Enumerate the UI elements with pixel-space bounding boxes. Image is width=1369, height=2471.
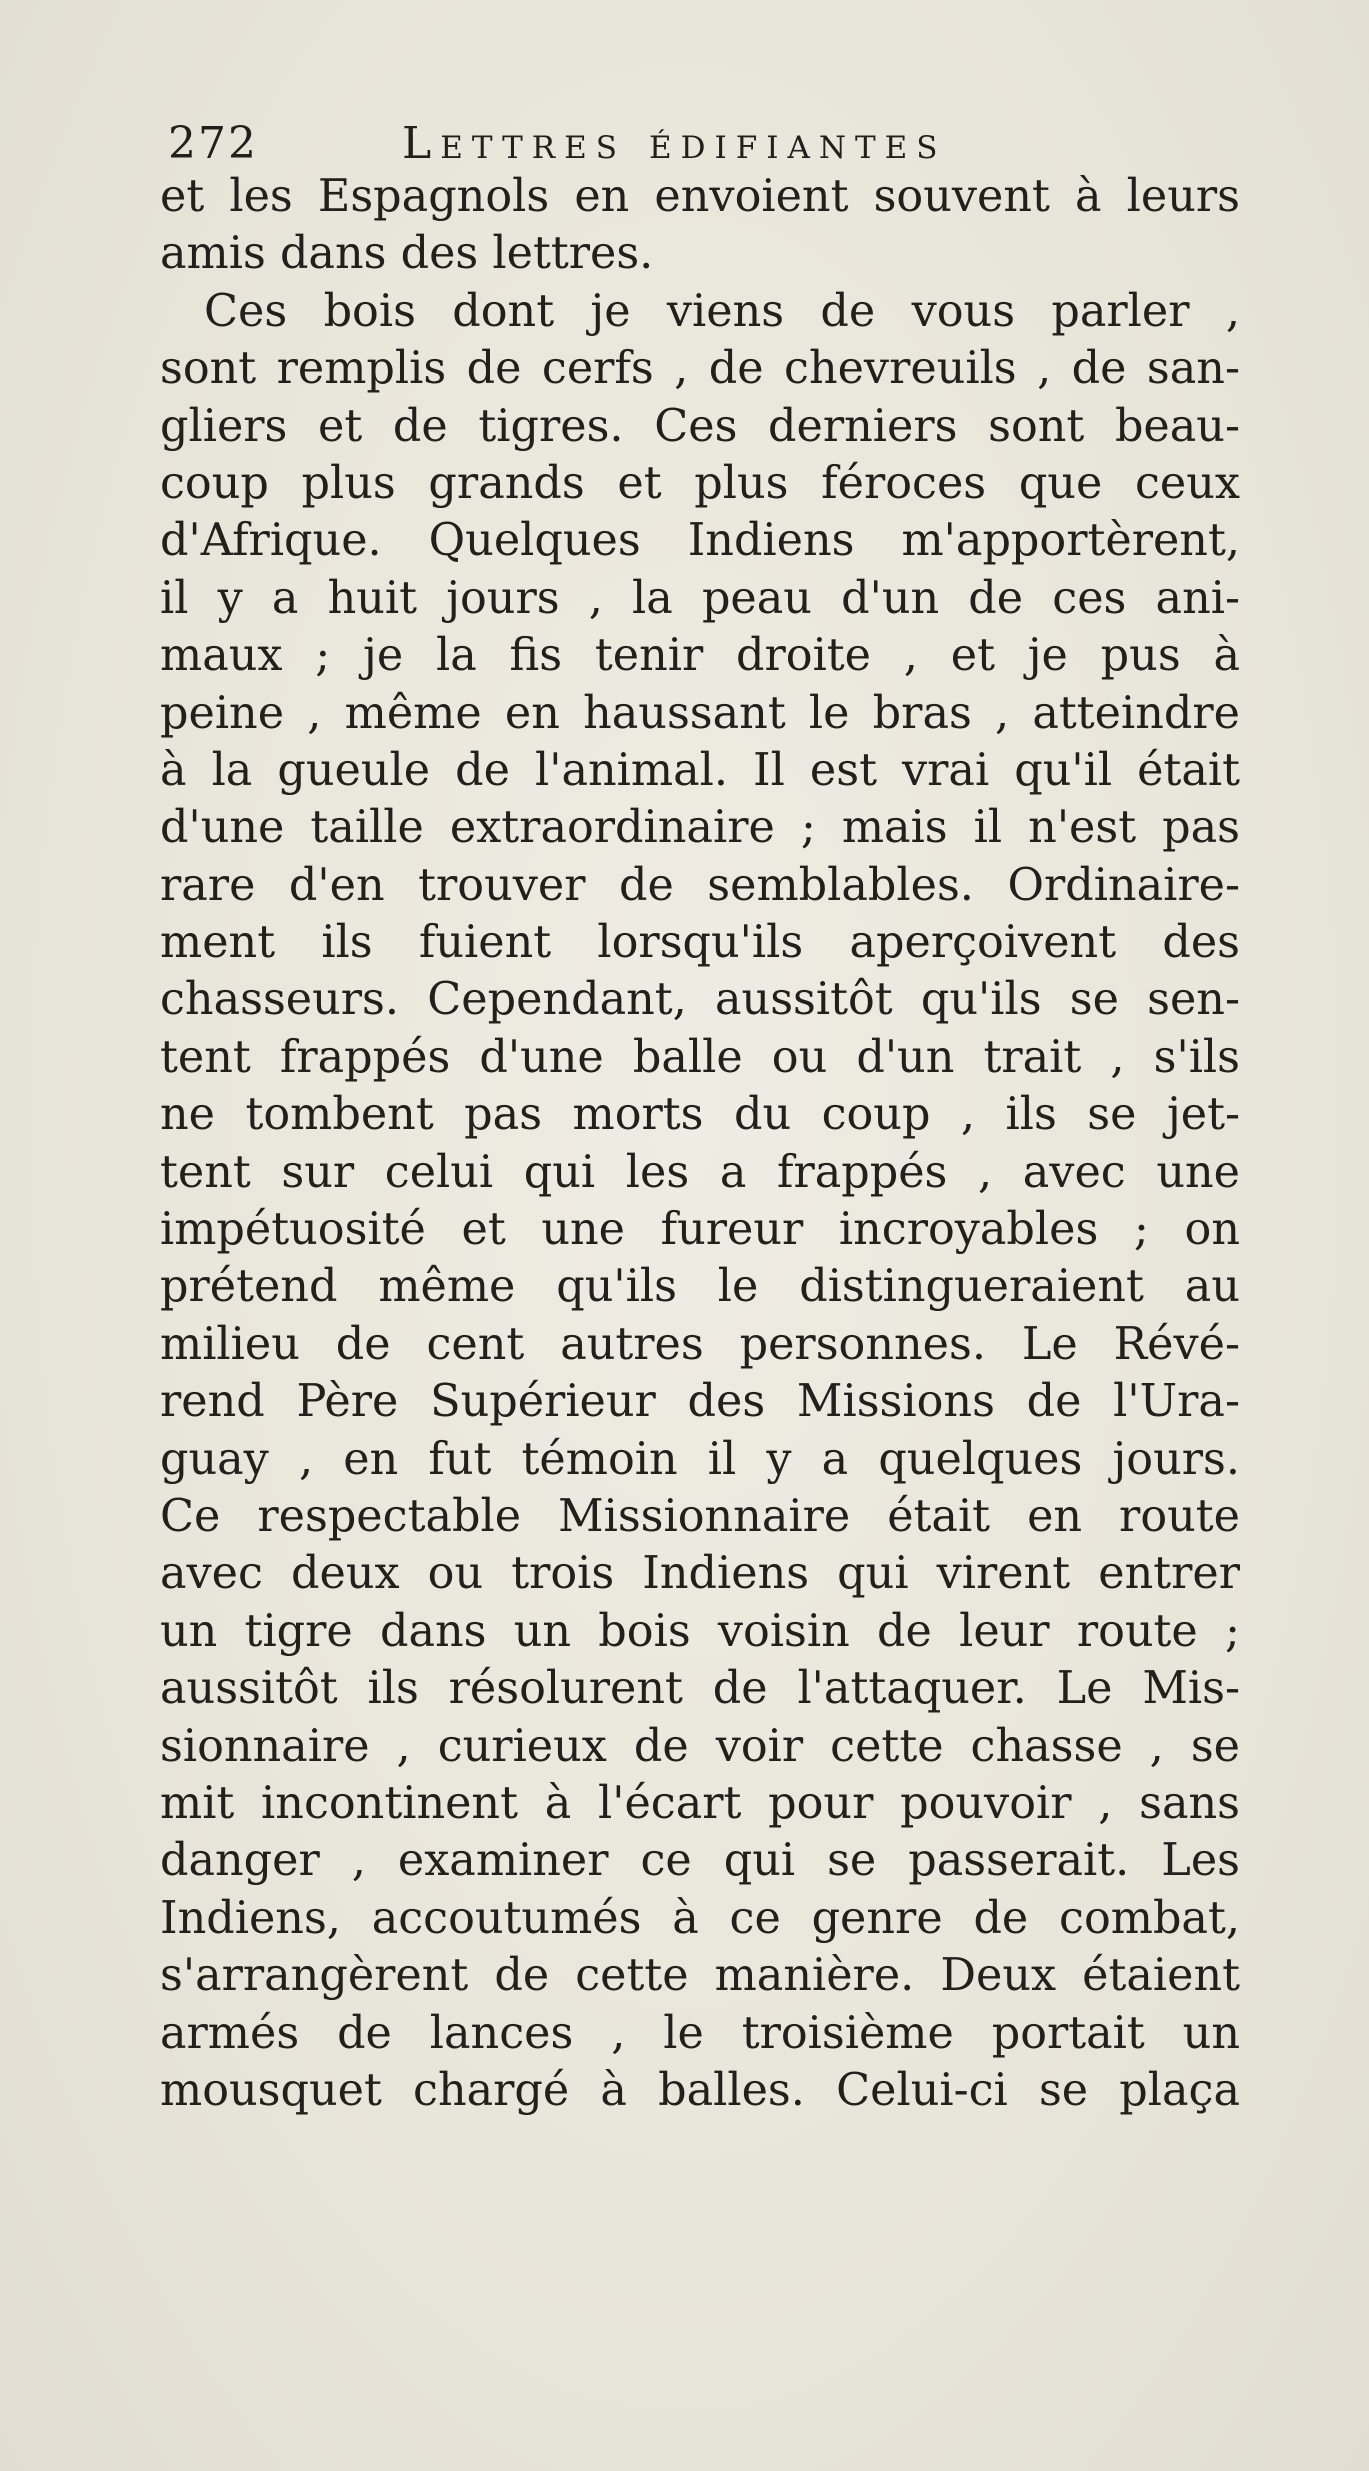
text-line: milieu de cent autres personnes. Le Révé- <box>160 1318 1240 1370</box>
text-line: d'Afrique. Quelques Indiens m'apportèrent, <box>160 515 1240 567</box>
text-line: il y a huit jours , la peau d'un de ces ani- <box>160 572 1240 624</box>
text-line: impétuosité et une fureur incroyables ; on <box>160 1204 1240 1256</box>
text-line: Ce respectable Missionnaire était en route <box>160 1490 1240 1542</box>
text-line: tent frappés d'une balle ou d'un trait , s'ils <box>160 1031 1240 1083</box>
text-line: rare d'en trouver de semblables. Ordinaire- <box>160 859 1240 911</box>
text-line: Ces bois dont je viens de vous parler , <box>204 285 1240 337</box>
text-line: avec deux ou trois Indiens qui virent entrer <box>160 1548 1240 1600</box>
text-line: rend Père Supérieur des Missions de l'Ura- <box>160 1376 1240 1428</box>
text-line: chasseurs. Cependant, aussitôt qu'ils se sen- <box>160 974 1240 1026</box>
text-line: amis dans des lettres. <box>160 228 654 280</box>
text-line: armés de lances , le troisième portait un <box>160 2007 1240 2059</box>
text-line: mousquet chargé à balles. Celui-ci se plaça <box>160 2064 1240 2116</box>
text-line: aussitôt ils résolurent de l'attaquer. Le Mis- <box>160 1663 1240 1715</box>
text-line: gliers et de tigres. Ces derniers sont beau- <box>160 400 1240 452</box>
text-line: sont remplis de cerfs , de chevreuils , de san- <box>160 343 1240 395</box>
text-line: ment ils fuient lorsqu'ils aperçoivent des <box>160 917 1240 969</box>
text-line: sionnaire , curieux de voir cette chasse , se <box>160 1720 1240 1772</box>
text-line: tent sur celui qui les a frappés , avec une <box>160 1146 1240 1198</box>
text-line: guay , en fut témoin il y a quelques jours. <box>160 1433 1240 1485</box>
text-line: mit incontinent à l'écart pour pouvoir , sans <box>160 1777 1240 1829</box>
page-number: 272 <box>168 118 258 169</box>
text-line: coup plus grands et plus féroces que ceux <box>160 457 1240 509</box>
text-line: peine , même en haussant le bras , atteindre <box>160 687 1240 739</box>
running-title: Lettres édifiantes <box>402 118 947 169</box>
text-line: maux ; je la fis tenir droite , et je pus à <box>160 630 1240 682</box>
text-line: et les Espagnols en envoient souvent à leurs <box>160 171 1240 222</box>
text-line: d'une taille extraordinaire ; mais il n'est pas <box>160 802 1240 854</box>
text-line: danger , examiner ce qui se passerait. Les <box>160 1835 1240 1887</box>
text-line: un tigre dans un bois voisin de leur route ; <box>160 1605 1240 1657</box>
text-line: à la gueule de l'animal. Il est vrai qu'il était <box>160 744 1240 796</box>
text-line: ne tombent pas morts du coup , ils se jet- <box>160 1089 1240 1141</box>
body-text <box>160 168 1240 2119</box>
text-line: Indiens, accoutumés à ce genre de combat, <box>160 1892 1240 1944</box>
text-line: s'arrangèrent de cette manière. Deux étaient <box>160 1950 1240 2002</box>
text-line: prétend même qu'ils le distingueraient au <box>160 1261 1240 1313</box>
